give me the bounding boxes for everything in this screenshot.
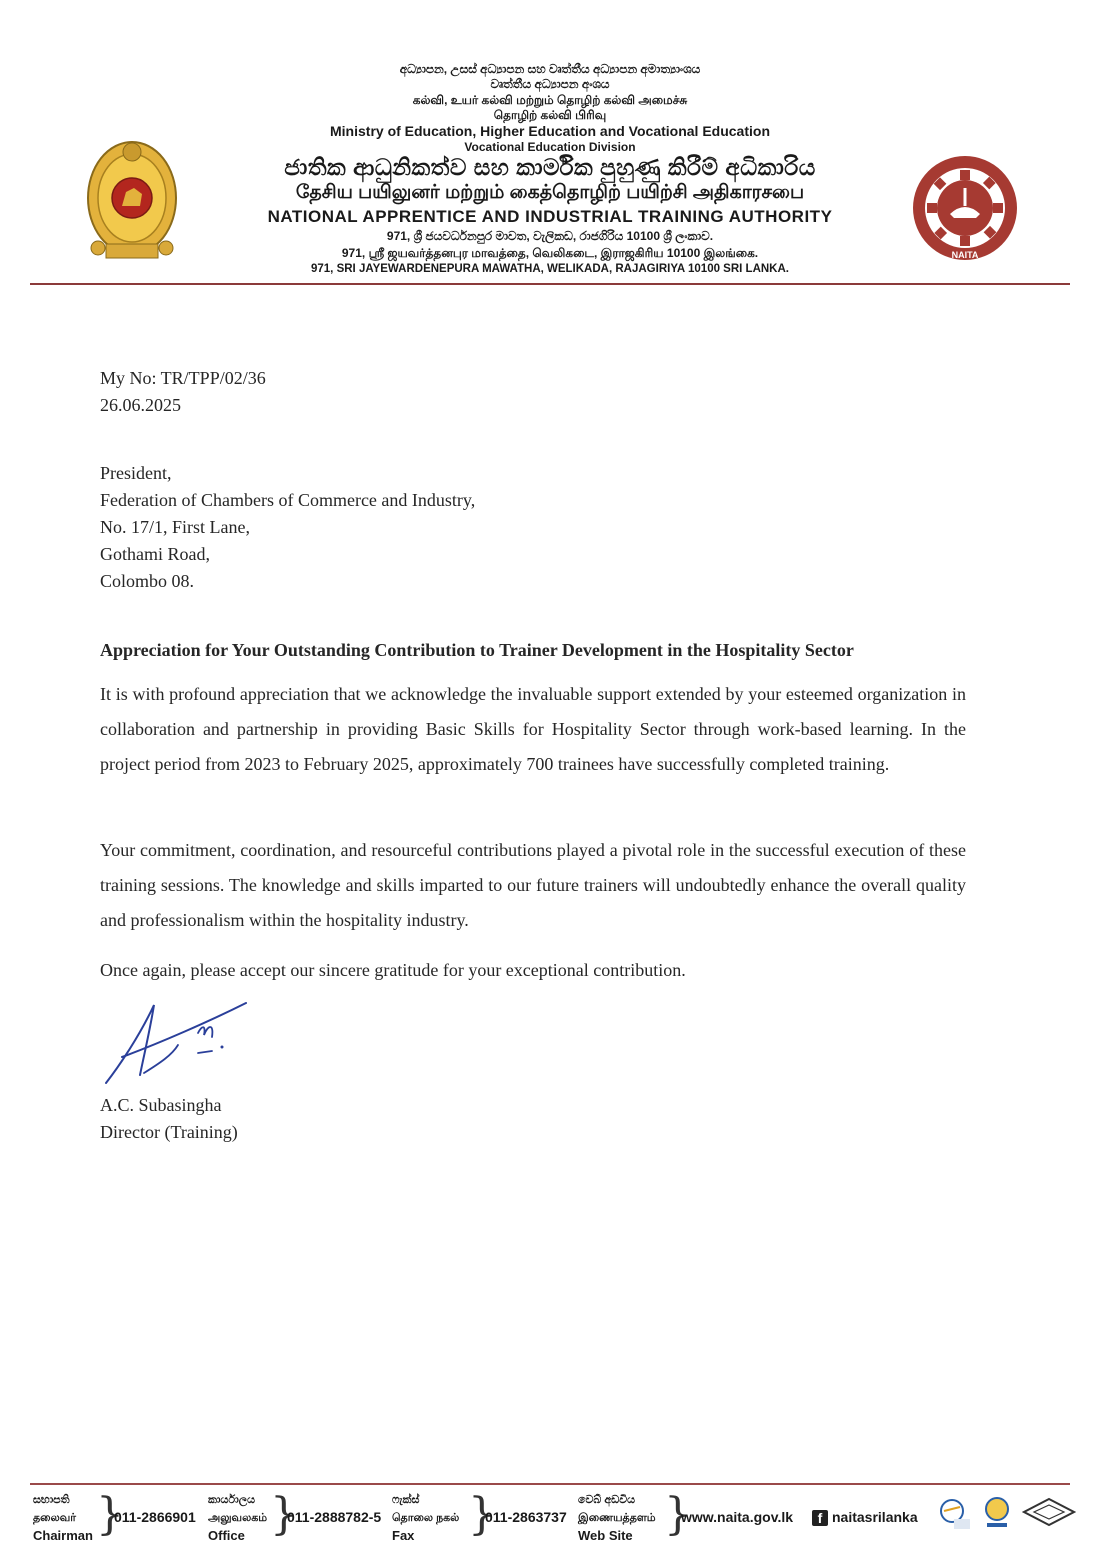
recipient-line: Colombo 08. <box>100 571 195 591</box>
recipient-line: No. 17/1, First Lane, <box>100 517 250 537</box>
fax-label-english: Fax <box>392 1528 415 1543</box>
facebook-handle[interactable]: naitasrilanka <box>832 1509 918 1525</box>
footer-web-labels <box>578 1491 656 1545</box>
division-name-sinhala: වෘත්තීය අධ්‍යාපන අංශය <box>490 77 610 91</box>
body-paragraph: Once again, please accept our sincere gratitude for your exceptional contribution. <box>100 960 686 980</box>
fax-label-tamil: தொலை நகல் <box>392 1512 460 1524</box>
handwritten-signature-icon <box>100 995 260 1090</box>
ministry-name-sinhala: අධ්‍යාපන, උසස් අධ්‍යාපන සහ වෘත්තීය අධ්‍යාපන අමාත්‍යාංශය <box>399 62 701 76</box>
signer-title: Director (Training) <box>100 1122 238 1142</box>
web-label-sinhala: වෙබ් අඩවිය <box>578 1494 636 1506</box>
chairman-label-sinhala: සභාපති <box>33 1494 70 1506</box>
recipient-line: Federation of Chambers of Commerce and Industry, <box>100 490 476 510</box>
body-paragraph: It is with profound appreciation that we acknowledge the invaluable support extended by your esteemed organization in collaboration and partnership in providing Basic Skills for Hospitality Sector through work-based learning. In the project period from 2023 to February 2025, approximately 700 trainees have successfully completed training. <box>100 684 966 774</box>
naita-gear-logo-icon <box>910 148 1020 268</box>
naita-logo-text: NAITA <box>951 250 979 260</box>
reference-number: My No: TR/TPP/02/36 <box>100 368 266 388</box>
website-link[interactable]: www.naita.gov.lk <box>681 1509 794 1525</box>
signer-name: A.C. Subasingha <box>100 1095 222 1115</box>
brace-glyph: } <box>96 1489 124 1540</box>
fax-number: 011-2863737 <box>485 1509 567 1525</box>
slab-accreditation-icon <box>983 1497 1011 1531</box>
brace-glyph: } <box>270 1489 298 1540</box>
address-english: 971, SRI JAYEWARDENEPURA MAWATHA, WELIKADA, RAJAGIRIYA 10100 SRI LANKA. <box>311 263 789 275</box>
letter-subject: Appreciation for Your Outstanding Contribution to Trainer Development in the Hospitality Sector <box>100 640 854 660</box>
ministry-name-english: Ministry of Education, Higher Education and Vocational Education <box>330 123 770 139</box>
chairman-label-english: Chairman <box>33 1528 93 1543</box>
iso-certification-icon <box>938 1497 972 1531</box>
address-sinhala: 971, ශ්‍රී ජයවර්ධනපුර මාවත, වැලිකඩ, රාජගිරිය 10100 ශ්‍රී ලංකාව. <box>386 229 714 243</box>
sri-lanka-state-emblem-icon <box>84 136 180 264</box>
chairman-label-tamil: தலைவர் <box>33 1512 76 1524</box>
office-label-tamil: அலுவலகம் <box>208 1512 268 1524</box>
footer-office-labels <box>208 1491 267 1545</box>
letter-date: 26.06.2025 <box>100 395 181 415</box>
office-label-sinhala: කාර්යාලය <box>208 1494 256 1506</box>
authority-name-sinhala: ජාතික ආධුනිකත්ව සහ කාර්මික පුහුණු කිරීම් අධිකාරිය <box>284 154 816 180</box>
division-name-english: Vocational Education Division <box>464 140 636 154</box>
web-label-english: Web Site <box>578 1528 633 1543</box>
web-label-tamil: இணையத்தளம் <box>578 1512 656 1524</box>
recipient-address <box>100 460 475 595</box>
authority-name-tamil: தேசிய பயிலுனர் மற்றும் கைத்தொழிற் பயிற்சி அதிகாரசபை <box>295 182 805 203</box>
letterhead <box>0 0 1100 290</box>
recipient-line: President, <box>100 463 172 483</box>
office-label-english: Office <box>208 1528 245 1543</box>
recipient-line: Gothami Road, <box>100 544 210 564</box>
footer-fax-labels <box>392 1491 459 1545</box>
brace-glyph: } <box>664 1489 692 1540</box>
facebook-icon[interactable]: f <box>812 1510 828 1526</box>
letterhead-footer <box>0 1475 1100 1545</box>
quality-mark-icon <box>1022 1497 1076 1527</box>
fax-label-sinhala: ෆැක්ස් <box>392 1494 420 1506</box>
footer-divider <box>30 1483 1070 1485</box>
reference-block <box>100 365 266 419</box>
ministry-name-tamil: கல்வி, உயர் கல்வி மற்றும் தொழிற் கல்வி அமைச்சு <box>412 93 688 107</box>
address-tamil: 971, ஸ்ரீ ஜயவர்த்தனபுர மாவத்தை, வெலிகடை, இராஜகிரிய 10100 இலங்கை. <box>341 246 759 260</box>
chairman-phone: 011-2866901 <box>114 1509 196 1525</box>
division-name-tamil: தொழிற் கல்வி பிரிவு <box>493 108 607 122</box>
authority-name-english: NATIONAL APPRENTICE AND INDUSTRIAL TRAINING AUTHORITY <box>267 207 833 226</box>
footer-chairman-labels <box>33 1491 93 1545</box>
office-phone: 011-2888782-5 <box>287 1509 382 1525</box>
brace-glyph: } <box>468 1489 496 1540</box>
body-paragraph: Your commitment, coordination, and resourceful contributions played a pivotal role in the successful execution of these training sessions. The knowledge and skills imparted to our future trainers will undoubtedly enhance the overall quality and professionalism within the hospitality industry. <box>100 840 966 930</box>
signer-block <box>100 1092 238 1146</box>
letterhead-divider <box>30 283 1070 285</box>
